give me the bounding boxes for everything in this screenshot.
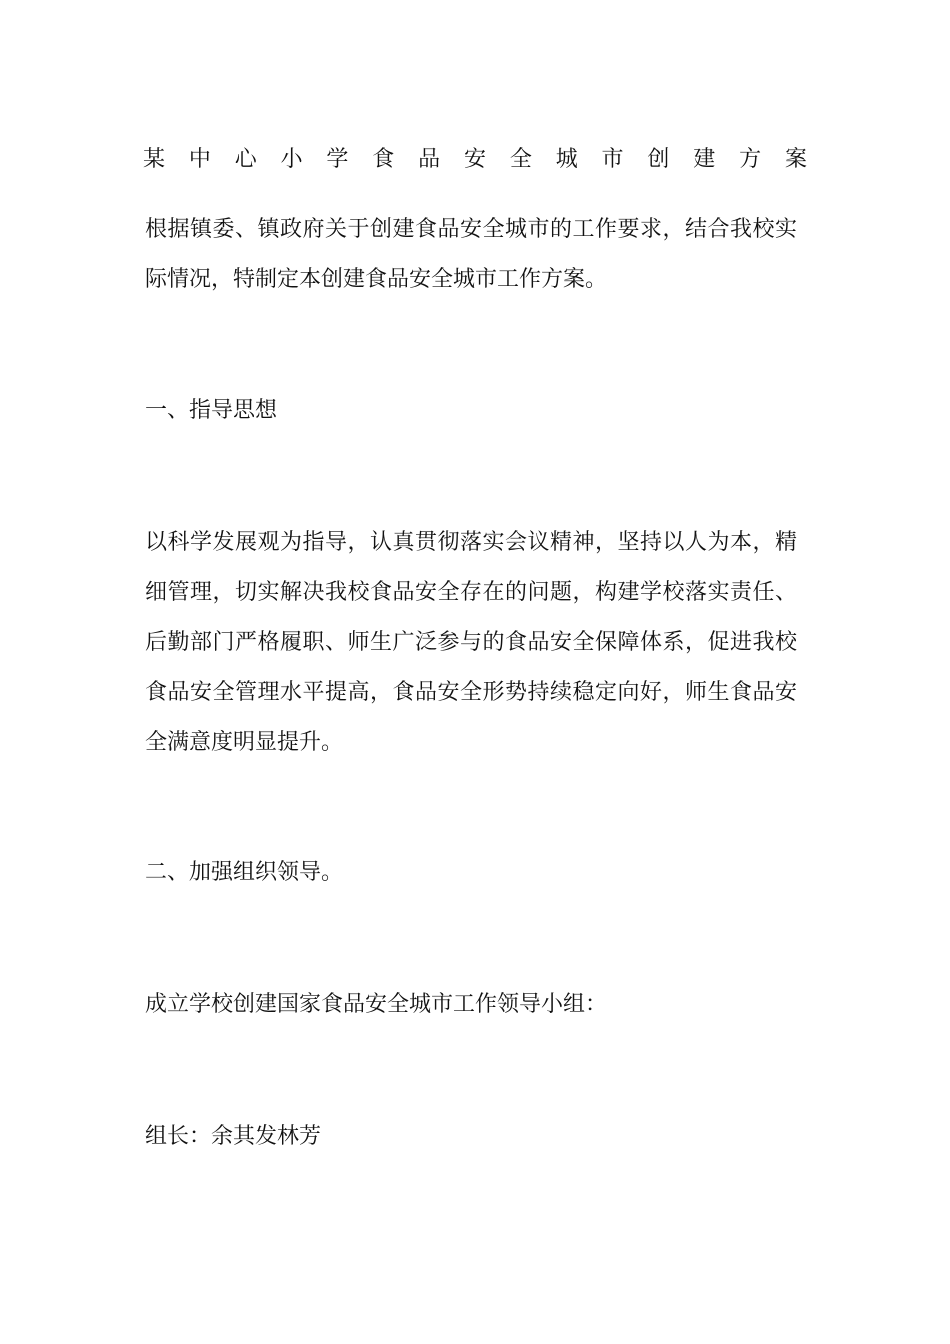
section-1-heading: 一、指导思想 xyxy=(145,398,278,423)
intro-paragraph: 根据镇委、镇政府关于创建食品安全城市的工作要求，结合我校实际情况，特制定本创建食品安全城市工作方案。 xyxy=(145,217,797,292)
section-2-paragraph: 成立学校创建国家食品安全城市工作领导小组： xyxy=(145,992,608,1017)
section-2-heading: 二、加强组织领导。 xyxy=(145,860,344,885)
section-1-paragraph: 以科学发展观为指导，认真贯彻落实会议精神，坚持以人为本，精细管理，切实解决我校食品安全存在的问题，构建学校落实责任、后勤部门严格履职、师生广泛参与的食品安全保障体系，促进我校食品安全管理水平提高，食品安全形势持续稳定向好，师生食品安全满意度明显提升。 xyxy=(145,530,797,755)
document-title: 某中心小学食品安全城市创建方案 xyxy=(143,147,807,172)
group-leader-line: 组长：余其发林芳 xyxy=(145,1124,322,1149)
